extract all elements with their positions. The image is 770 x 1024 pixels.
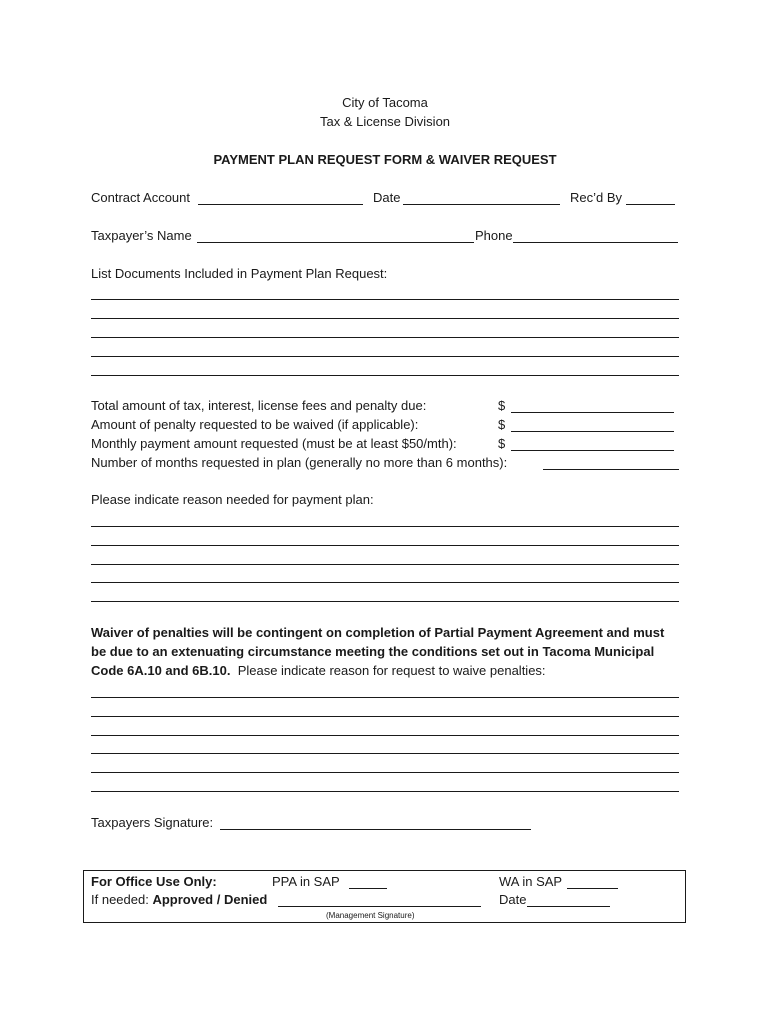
approved-denied-label: Approved / Denied: [152, 892, 268, 907]
waiver-line[interactable]: [91, 753, 679, 754]
phone-label: Phone: [475, 228, 513, 243]
reason-line[interactable]: [91, 526, 679, 527]
taxpayer-name-input[interactable]: [197, 242, 474, 243]
if-needed-row: [91, 891, 267, 909]
waiver-line[interactable]: [91, 772, 679, 773]
monthly-payment-input[interactable]: [511, 450, 674, 451]
city-name: City of Tacoma: [342, 95, 428, 110]
waiver-text-line: [91, 662, 546, 680]
recd-by-label: Rec’d By: [570, 190, 623, 205]
wa-in-sap-input[interactable]: [567, 888, 618, 889]
documents-line[interactable]: [91, 356, 679, 357]
recd-by-input[interactable]: [626, 204, 675, 205]
taxpayer-name-label: Taxpayer’s Name: [91, 228, 192, 243]
total-amount-input[interactable]: [511, 412, 674, 413]
waiver-line[interactable]: [91, 791, 679, 792]
management-signature-caption: (Management Signature): [326, 911, 415, 920]
reason-line[interactable]: [91, 601, 679, 602]
contract-account-input[interactable]: [198, 204, 363, 205]
months-requested-input[interactable]: [543, 469, 679, 470]
office-date-input[interactable]: [527, 906, 610, 907]
reason-label: Please indicate reason needed for payment plan:: [91, 492, 374, 507]
signature-input[interactable]: [220, 829, 531, 830]
penalty-waived-label: Amount of penalty requested to be waived (if applicable):: [91, 417, 419, 432]
waiver-text-line: be due to an extenuating circumstance meeting the conditions set out in Tacoma Municipal: [91, 644, 655, 659]
reason-line[interactable]: [91, 545, 679, 546]
form-title: PAYMENT PLAN REQUEST FORM & WAIVER REQUEST: [213, 152, 557, 167]
waiver-reason-prompt: Please indicate reason for request to waive penalties:: [237, 663, 546, 678]
wa-in-sap-label: WA in SAP: [499, 874, 563, 889]
months-requested-label: Number of months requested in plan (generally no more than 6 months):: [91, 455, 508, 470]
waiver-line[interactable]: [91, 735, 679, 736]
documents-line[interactable]: [91, 375, 679, 376]
documents-line[interactable]: [91, 337, 679, 338]
phone-input[interactable]: [513, 242, 678, 243]
documents-line[interactable]: [91, 318, 679, 319]
signature-label: Taxpayers Signature:: [91, 815, 214, 830]
waiver-line[interactable]: [91, 697, 679, 698]
documents-label: List Documents Included in Payment Plan Request:: [91, 266, 388, 281]
office-use-label: For Office Use Only:: [91, 874, 217, 889]
currency-sign: $: [498, 398, 506, 413]
total-amount-label: Total amount of tax, interest, license fees and penalty due:: [91, 398, 427, 413]
division-name: Tax & License Division: [319, 114, 451, 129]
currency-sign: $: [498, 436, 506, 451]
office-date-label: Date: [499, 892, 527, 907]
management-signature-input[interactable]: [278, 906, 481, 907]
date-input[interactable]: [403, 204, 560, 205]
currency-sign: $: [498, 417, 506, 432]
if-needed-label: If needed:: [91, 892, 149, 907]
waiver-line[interactable]: [91, 716, 679, 717]
reason-line[interactable]: [91, 564, 679, 565]
ppa-in-sap-input[interactable]: [349, 888, 387, 889]
waiver-code-reference: Code 6A.10 and 6B.10.: [91, 663, 231, 678]
monthly-payment-label: Monthly payment amount requested (must be at least $50/mth):: [91, 436, 457, 451]
ppa-in-sap-label: PPA in SAP: [272, 874, 340, 889]
penalty-waived-input[interactable]: [511, 431, 674, 432]
documents-line[interactable]: [91, 299, 679, 300]
contract-account-label: Contract Account: [91, 190, 190, 205]
reason-line[interactable]: [91, 582, 679, 583]
date-label: Date: [373, 190, 401, 205]
waiver-text-line: Waiver of penalties will be contingent on completion of Partial Payment Agreement and must: [91, 625, 665, 640]
